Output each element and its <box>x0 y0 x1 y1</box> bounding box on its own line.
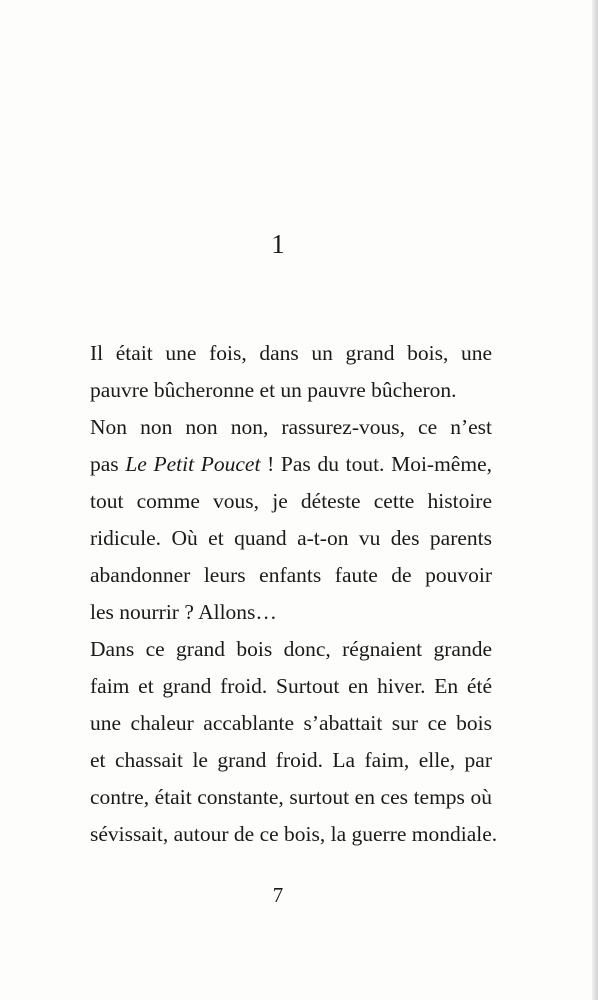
text-line: sévissait, autour de ce bois, la guerre mondiale. <box>90 822 498 846</box>
paragraph-1 <box>90 335 492 409</box>
text-line: abandonner leurs enfants faute de pouvoir <box>90 563 492 587</box>
text-line-with-italic-title <box>90 446 492 483</box>
text-line: tout comme vous, je déteste cette histoire <box>90 489 492 513</box>
paragraph-3 <box>90 631 498 853</box>
page-edge-shadow <box>592 0 598 1000</box>
text-line: les nourrir ? Allons… <box>90 600 277 624</box>
text-line: faim et grand froid. Surtout en hiver. En été <box>90 674 492 698</box>
text-line: ridicule. Où et quand a-t-on vu des parents <box>90 526 492 550</box>
chapter-number: 1 <box>271 229 285 259</box>
text-line: Dans ce grand bois donc, régnaient grande <box>90 637 492 661</box>
text-line: contre, était constante, surtout en ces temps où <box>90 785 492 809</box>
body-text <box>90 335 498 853</box>
text-fragment: pas <box>90 452 126 476</box>
paragraph-2 <box>90 409 492 631</box>
text-line: Il était une fois, dans un grand bois, une <box>90 341 492 365</box>
page-number: 7 <box>272 883 284 907</box>
text-line: pauvre bûcheronne et un pauvre bûcheron. <box>90 378 457 402</box>
text-line: Non non non non, rassurez-vous, ce n’est <box>90 415 492 439</box>
book-title-italic: Le Petit Poucet <box>125 452 261 476</box>
text-line: et chassait le grand froid. La faim, elle, par <box>90 748 492 772</box>
text-line: une chaleur accablante s’abattait sur ce bois <box>90 711 492 735</box>
text-fragment: ! Pas du tout. Moi-même, <box>260 452 492 476</box>
